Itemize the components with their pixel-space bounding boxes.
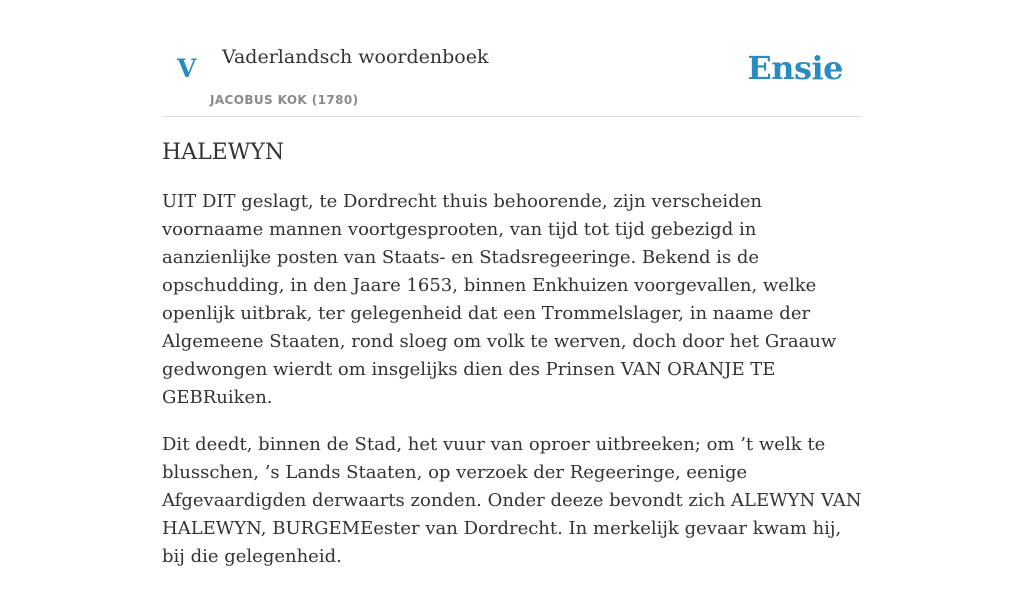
ensie-logo[interactable]: Ensie (747, 49, 843, 87)
entry-paragraph: Dit deedt, binnen de Stad, het vuur van oproer uitbreeken; om ’t welk te blusschen, ’s Lands Staaten, op verzoek der Regeeringe, eenige Afgevaardigden derwaarts zonden. Onder deeze bevondt zich ALEWYN VAN HALEWYN, BURGEMEester van Dordrecht. In merkelijk gevaar kwam hij, bij die gelegenheid. (162, 434, 862, 567)
entry-paragraph: UIT DIT geslagt, te Dordrecht thuis behoorende, zijn verscheiden voornaame mannen voortgesprooten, van tijd tot tijd gebezigd in aanzienlijke posten van Staats- en Stadsregeeringe. Bekend is de opschudding, in den Jaare 1653, binnen Enkhuizen voorgevallen, welke openlijk uitbrak, ter gelegenheid dat een Trommelslager, in naame der Algemeene Staaten, rond sloeg om volk te werven, doch door het Graauw gedwongen wierdt om insgelijks dien des Prinsen VAN ORANJE TE GEBRuiken. (162, 191, 837, 408)
book-title-link[interactable]: Vaderlandsch woordenboek (222, 46, 489, 68)
entry-content (162, 140, 862, 590)
entry-title: HALEWYN (162, 140, 285, 165)
book-header (162, 0, 862, 117)
volume-letter: V (177, 54, 197, 83)
book-author: JACOBUS KOK (1780) (210, 93, 359, 107)
